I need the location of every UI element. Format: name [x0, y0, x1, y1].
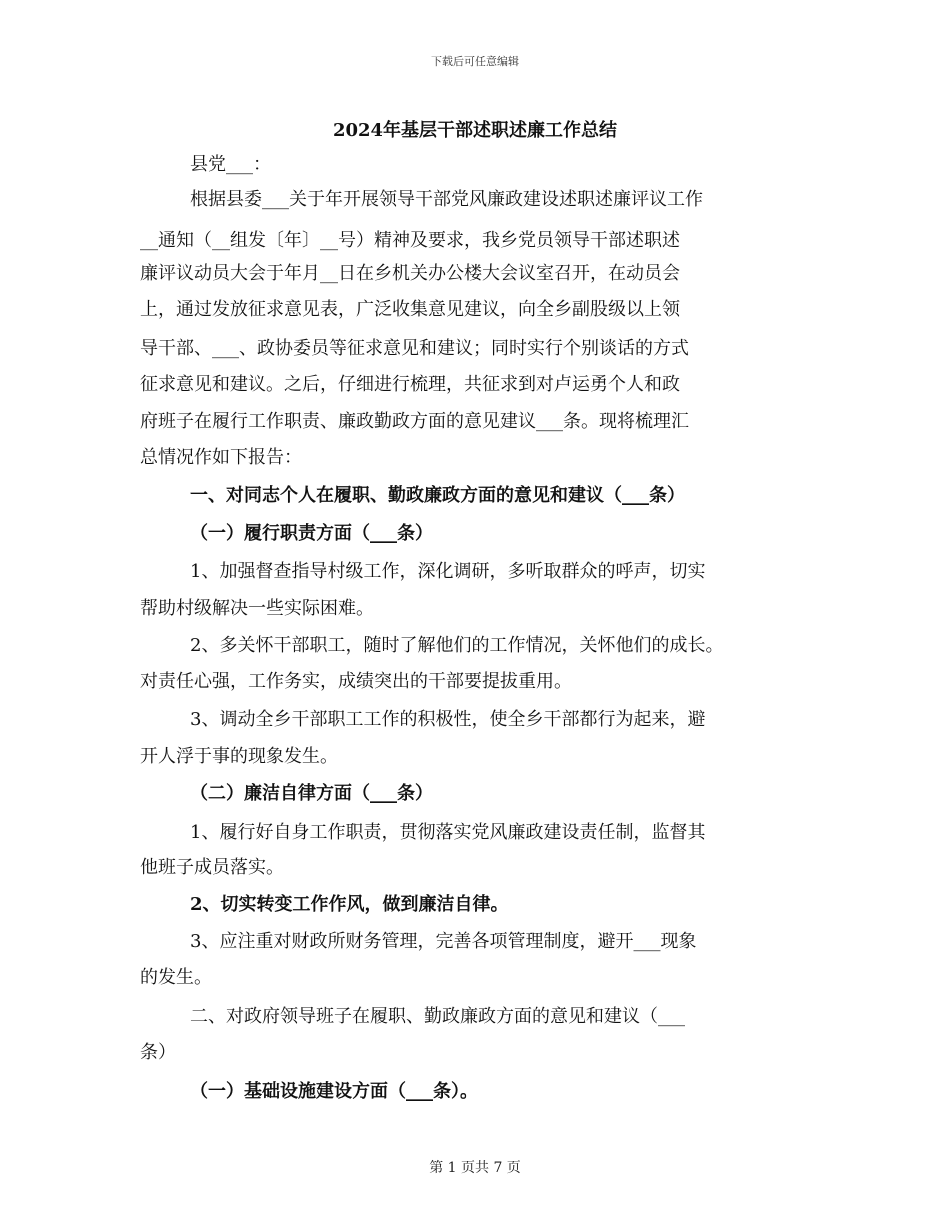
paragraph-line: 1、加强督查指导村级工作，深化调研，多听取群众的呼声，切实	[190, 561, 706, 582]
paragraph-line: __通知（__组发〔年〕__号）精神及要求，我乡党员领导干部述职述	[140, 230, 680, 251]
paragraph-line-bold: 2、切实转变工作作风，做到廉洁自律。	[190, 894, 509, 915]
paragraph-line: 的发生。	[140, 967, 212, 988]
paragraph-line: 导干部、___、政协委员等征求意见和建议；同时实行个别谈话的方式	[140, 338, 689, 359]
paragraph-line: 开人浮于事的现象发生。	[140, 746, 338, 767]
paragraph-line: 1、履行好自身工作职责，贯彻落实党风廉政建设责任制，监督其	[190, 822, 706, 843]
paragraph-line: 2、多关怀干部职工，随时了解他们的工作情况，关怀他们的成长。	[190, 635, 724, 656]
paragraph-line: 对责任心强，工作务实，成绩突出的干部要提拔重用。	[140, 671, 572, 692]
paragraph-line: 3、应注重对财政所财务管理，完善各项管理制度，避开___现象	[190, 931, 697, 952]
paragraph-line: 3、调动全乡干部职工工作的积极性，使全乡干部都行为起来，避	[190, 709, 706, 730]
page-header: 下载后可任意编辑	[431, 55, 519, 68]
subsection-heading: （一）履行职责方面（___条）	[190, 523, 433, 544]
section-heading: 一、对同志个人在履职、勤政廉政方面的意见和建议（___条）	[190, 485, 685, 506]
subsection-heading: （一）基础设施建设方面（___条）。	[190, 1081, 478, 1102]
paragraph-line: 根据县委___关于年开展领导干部党风廉政建设述职述廉评议工作	[190, 189, 703, 210]
paragraph-line: 府班子在履行工作职责、廉政勤政方面的意见建议___条。现将梳理汇	[140, 411, 689, 432]
paragraph-line: 上，通过发放征求意见表，广泛收集意见建议，向全乡副股级以上领	[140, 299, 680, 320]
paragraph-line: 总情况作如下报告：	[140, 447, 302, 468]
paragraph-line: 廉评议动员大会于年月__日在乡机关办公楼大会议室召开，在动员会	[140, 263, 680, 284]
paragraph-line: 征求意见和建议。之后，仔细进行梳理，共征求到对卢运勇个人和政	[140, 374, 680, 395]
document-title: 2024年基层干部述职述廉工作总结	[332, 120, 618, 141]
paragraph-line: 他班子成员落实。	[140, 857, 284, 878]
section-heading: 二、对政府领导班子在履职、勤政廉政方面的意见和建议（___	[190, 1006, 685, 1027]
salutation: 县党___：	[190, 154, 271, 175]
subsection-heading: （二）廉洁自律方面（___条）	[190, 783, 433, 804]
paragraph-line: 帮助村级解决一些实际困难。	[140, 598, 374, 619]
page-footer: 第 1 页共 7 页	[429, 1160, 521, 1176]
paragraph-line: 条）	[140, 1042, 176, 1063]
